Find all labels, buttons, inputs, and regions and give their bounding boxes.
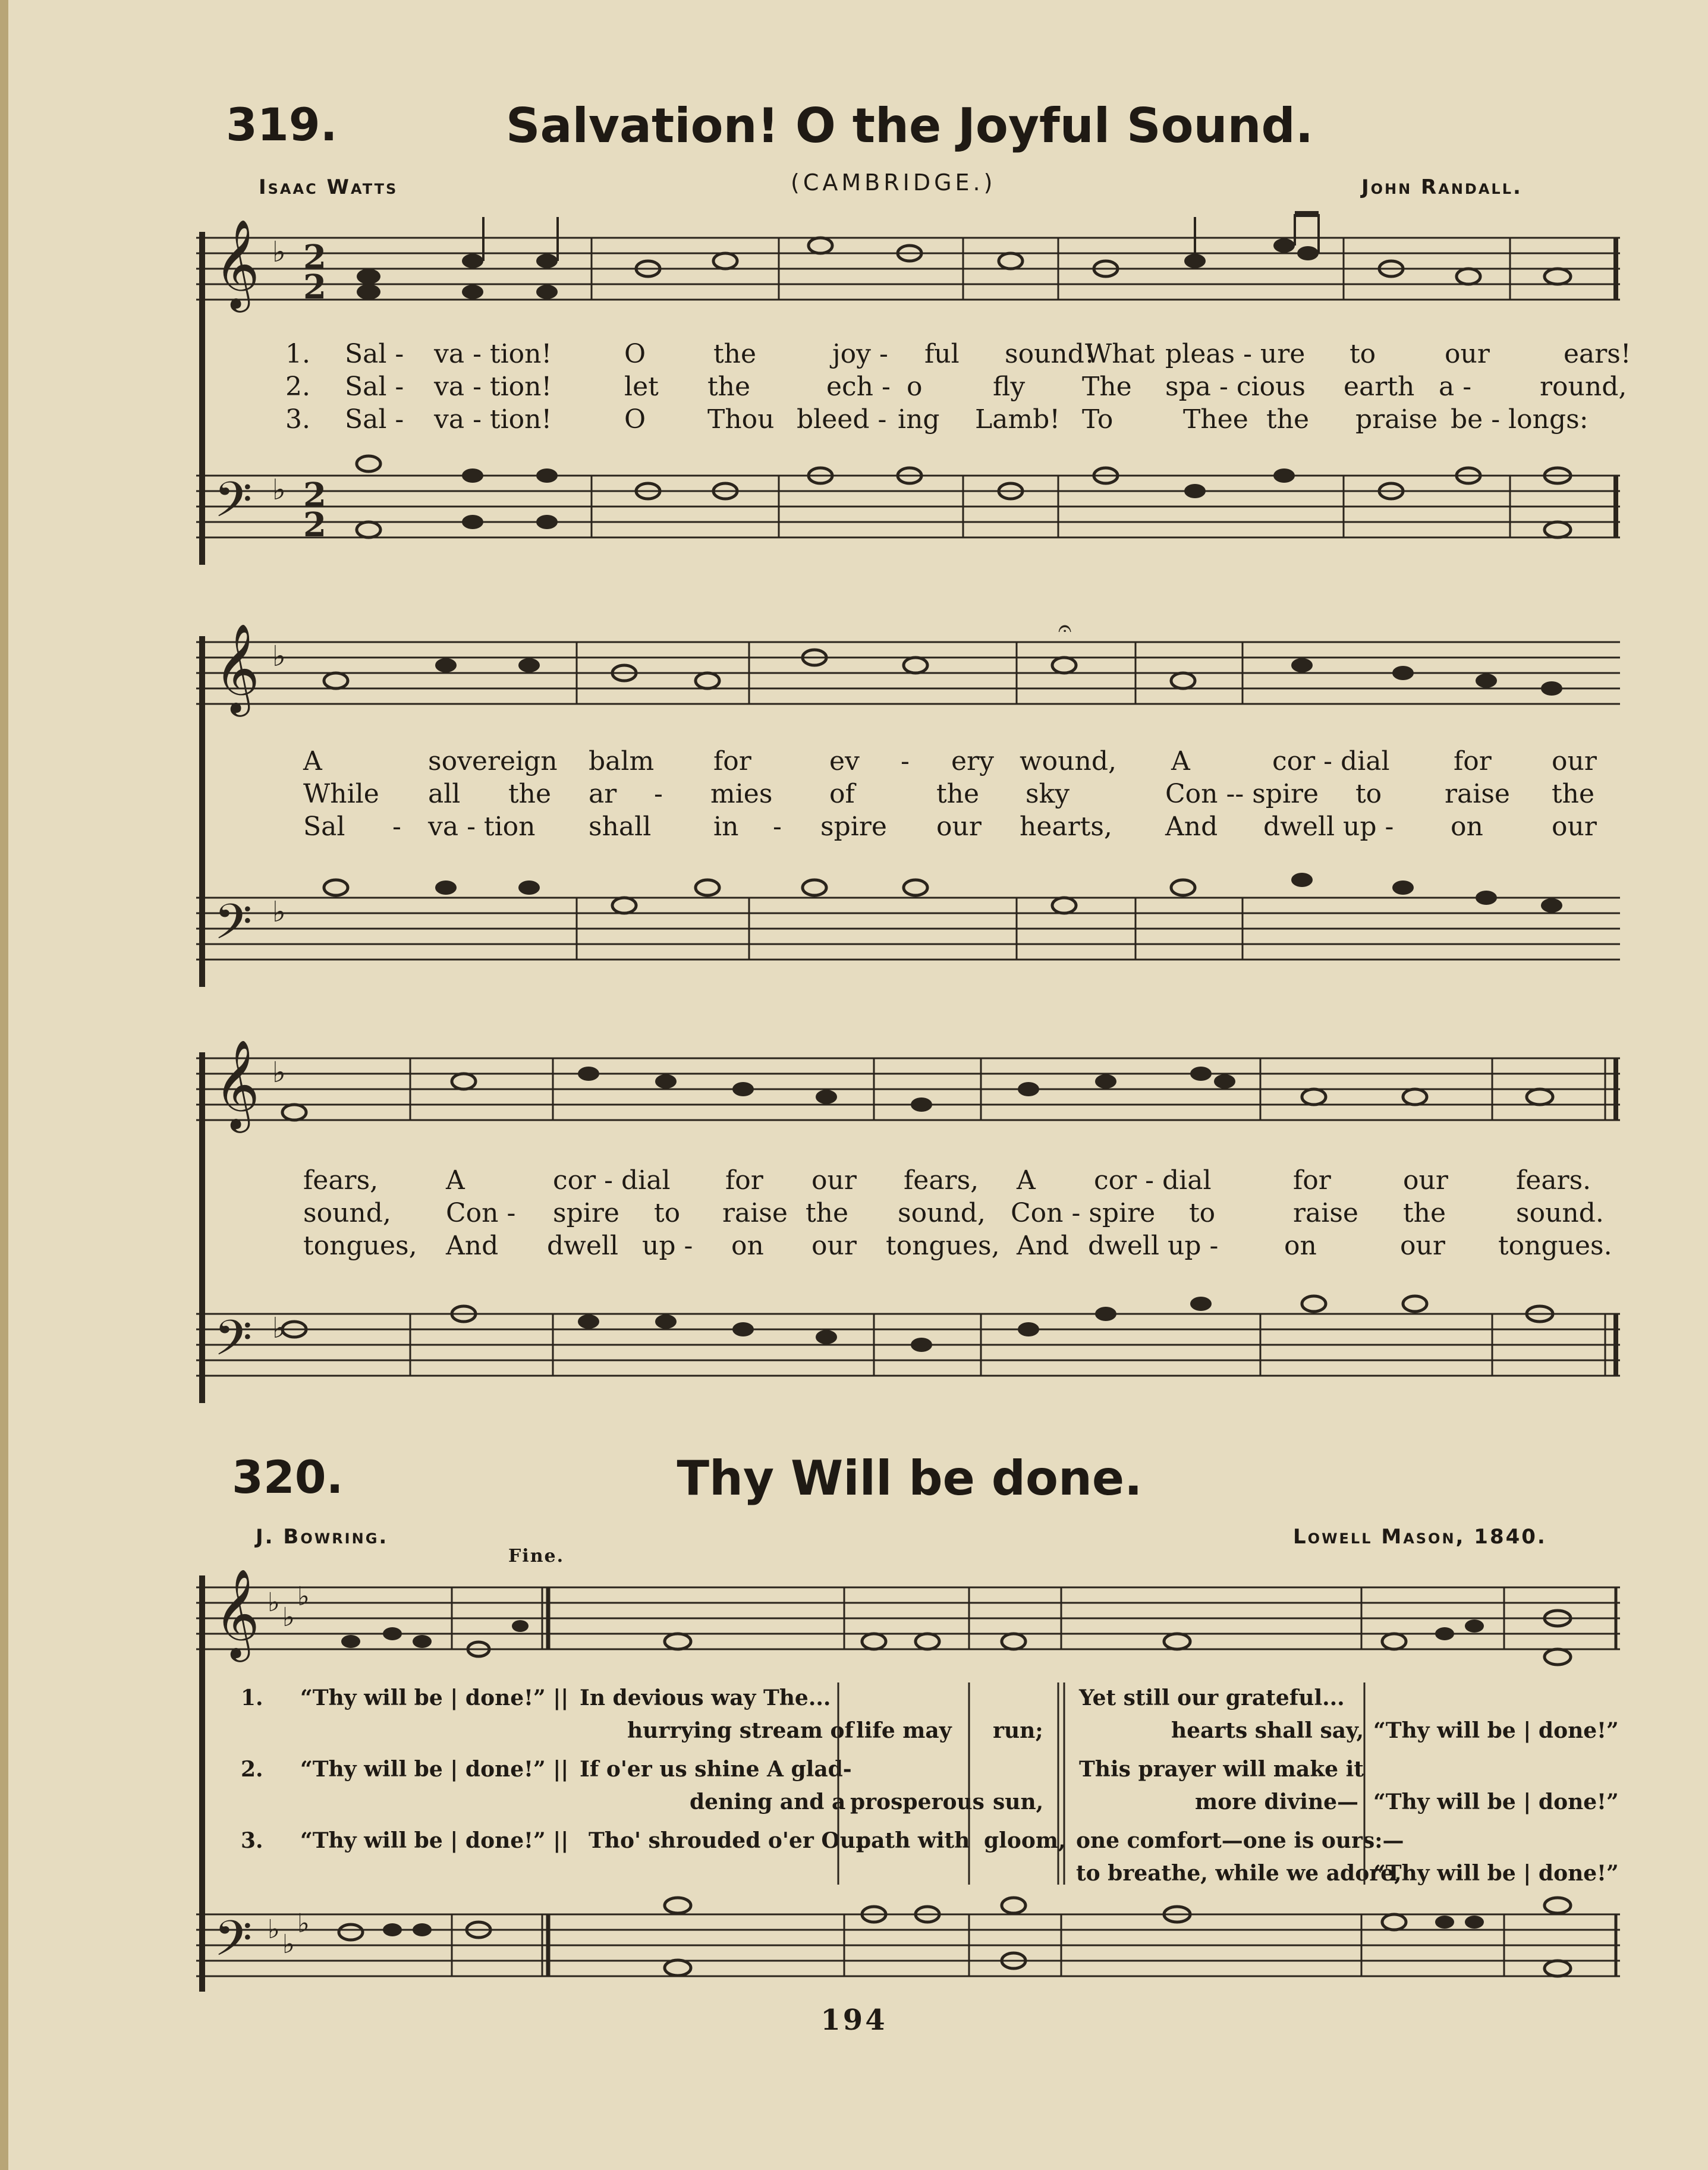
verse-phrase-d1: one comfort—one is ours:— [1076,1828,1404,1853]
syllable: A [303,746,322,776]
syllable: the [1403,1198,1446,1228]
syllable: The [1082,372,1132,402]
syllable: Con - [446,1198,516,1228]
hymn-319-composer: John Randall. [1361,175,1523,199]
svg-text:♭: ♭ [268,1587,280,1618]
syllable: O [624,404,646,435]
syllable: dwell [547,1231,619,1261]
hymn-320-number: 320. [232,1451,344,1504]
verse-phrase-c: gloom, [984,1828,1066,1853]
syllable: pleas - ure [1165,339,1306,369]
syllable: A [1171,746,1190,776]
verse-number: 1. [241,1685,263,1710]
syllable: dwell up - [1088,1231,1219,1261]
svg-text:𝄞: 𝄞 [214,1039,260,1129]
syllable: to [1350,339,1376,369]
verse-phrase-a2: dening and a [690,1790,846,1814]
system-1-lyric-line-1 [345,339,1631,369]
syllable: ery [951,746,994,776]
svg-text:♭: ♭ [282,1929,295,1960]
syllable: be - longs: [1451,404,1589,435]
syllable: And [446,1231,499,1261]
svg-text:♭: ♭ [297,1581,310,1612]
system-3-lyric-line-1 [303,1165,1617,1195]
system-2-lyric-line-1 [303,746,1611,776]
svg-text:2: 2 [303,238,326,277]
syllable: spire [820,812,887,842]
syllable: ar [589,779,617,809]
verse-number: 3. [285,404,310,435]
system-2-lyric-line-3 [303,812,1611,841]
syllable: Sal - [345,339,404,369]
syllable: sky [1026,779,1070,809]
verse-phrase-b: life may [856,1718,952,1743]
syllable: va - tion [428,812,536,842]
syllable: on [731,1231,764,1261]
syllable: dwell up - [1263,812,1394,842]
syllable: up - [642,1231,693,1261]
syllable: And [1165,812,1218,842]
syllable: raise [1293,1198,1358,1228]
syllable: shall [589,812,652,842]
syllable: ful [924,339,960,369]
svg-text:𝄢: 𝄢 [214,1910,253,1979]
syllable: for [713,746,751,776]
syllable: A [446,1165,465,1196]
system-1-lyric-line-2 [345,372,1627,402]
syllable: wound, [1020,746,1116,776]
syllable: tongues, [303,1231,417,1261]
syllable: for [1293,1165,1331,1196]
syllable: - [392,812,401,842]
hymn-320-title: Thy Will be done. [677,1451,1143,1506]
svg-text:♭: ♭ [272,1312,286,1345]
syllable: fears, [904,1165,979,1196]
syllable: our [1400,1231,1445,1261]
syllable: bleed - [797,404,887,435]
syllable: our [811,1231,857,1261]
svg-text:♭: ♭ [272,1056,286,1089]
hymn-319-author: Isaac Watts [259,175,398,199]
syllable: our [1445,339,1490,369]
syllable: Sal [303,812,345,842]
svg-text:♭: ♭ [272,235,286,269]
system-3-lyric-line-2 [303,1198,1617,1228]
chant-dividers [196,1671,1623,1897]
syllable: Thee [1183,404,1248,435]
verse-phrase-a1: If o'er us shine A glad- [580,1757,852,1782]
syllable: What [1085,339,1155,369]
syllable: joy - [832,339,888,369]
syllable: o [907,372,923,402]
verse-phrase-b: path with [856,1828,970,1853]
svg-text:𝄐: 𝄐 [1058,615,1072,642]
hymn-319-number: 319. [226,98,338,151]
fine-marking: Fine. [508,1546,565,1567]
syllable: While [303,779,379,809]
verse-phrase-d2: hearts shall say, [1171,1718,1364,1743]
verse-refrain-end: “Thy will be | done!” [1373,1790,1619,1814]
svg-text:♭: ♭ [272,895,286,929]
syllable: round, [1540,372,1627,402]
verse-refrain: “Thy will be | done!” || [300,1757,569,1782]
syllable: A [1017,1165,1036,1196]
syllable: - [773,812,782,842]
svg-text:2: 2 [303,476,326,515]
syllable: praise [1355,404,1438,435]
hymn-319-tune: (CAMBRIDGE.) [791,169,996,196]
system-1-lyric-line-3 [345,404,1623,434]
syllable: the [806,1198,849,1228]
verse-number: 2. [285,372,310,402]
syllable: O [624,339,646,369]
syllable: cor - dial [553,1165,671,1196]
verse-refrain: “Thy will be | done!” || [300,1685,569,1710]
verse-number: 2. [241,1757,263,1782]
svg-text:♭: ♭ [282,1602,295,1633]
syllable: to [1189,1198,1216,1228]
verse-phrase-c: sun, [993,1790,1044,1814]
svg-text:𝄢: 𝄢 [214,471,253,540]
syllable: our [936,812,982,842]
syllable: ing [898,404,940,435]
syllable: Sal - [345,404,404,435]
svg-text:𝄢: 𝄢 [214,893,253,963]
svg-text:♭: ♭ [272,473,286,507]
syllable: of [829,779,855,809]
verse-phrase-d2: to breathe, while we adore, [1076,1861,1402,1886]
syllable: to [1355,779,1382,809]
verse-refrain-end: “Thy will be | done!” [1373,1718,1619,1743]
system-2-staves [196,615,1623,999]
svg-text:♭: ♭ [268,1914,280,1945]
syllable: Con - spire [1011,1198,1156,1228]
syllable: the [508,779,552,809]
syllable: tongues, [886,1231,1000,1261]
verse-refrain-end: “Thy will be | done!” [1373,1861,1619,1886]
syllable: earth [1344,372,1415,402]
syllable: And [1017,1231,1070,1261]
hymn-320-composer: Lowell Mason, 1840. [1293,1525,1547,1549]
syllable: the [936,779,980,809]
syllable: raise [1445,779,1510,809]
svg-text:♭: ♭ [272,640,286,673]
syllable: tongues. [1498,1231,1612,1261]
svg-text:𝄢: 𝄢 [214,1309,253,1379]
verse-phrase-d1: Yet still our grateful... [1079,1685,1345,1710]
syllable: our [1403,1165,1448,1196]
syllable: on [1284,1231,1317,1261]
syllable: all [428,779,461,809]
system-2-lyric-line-2 [303,779,1611,809]
syllable: a - [1439,372,1472,402]
syllable: the [713,339,757,369]
syllable: sovereign [428,746,558,776]
syllable: fears. [1516,1165,1591,1196]
syllable: for [725,1165,763,1196]
syllable: our [1552,746,1597,776]
verse-phrase-b: prosperous [850,1790,984,1814]
syllable: To [1082,404,1113,435]
syllable: on [1451,812,1483,842]
syllable: spa - cious [1165,372,1306,402]
syllable: mies [710,779,773,809]
syllable: our [811,1165,857,1196]
page-number: 194 [820,2004,888,2037]
syllable: Lamb! [975,404,1061,435]
syllable: to [654,1198,681,1228]
verse-phrase-d2: more divine— [1195,1790,1359,1814]
hymn-320-author: J. Bowring. [256,1525,389,1549]
syllable: the [1266,404,1310,435]
syllable: the [707,372,751,402]
syllable: hearts, [1020,812,1112,842]
syllable: - [901,746,910,776]
syllable: sound, [303,1198,391,1228]
syllable: va - tion! [434,372,552,402]
verse-refrain: “Thy will be | done!” || [300,1828,569,1853]
svg-text:𝄞: 𝄞 [214,218,260,309]
svg-text:𝄞: 𝄞 [214,622,260,713]
page-edge [0,0,8,2170]
syllable: spire [553,1198,619,1228]
syllable: for [1454,746,1492,776]
syllable: sound. [1516,1198,1604,1228]
syllable: Sal - [345,372,404,402]
syllable: sound, [898,1198,986,1228]
syllable: fears, [303,1165,379,1196]
svg-text:2: 2 [303,505,326,545]
verse-phrase-c: run; [993,1718,1043,1743]
verse-phrase-a1: Tho' shrouded o'er Our [589,1828,867,1853]
syllable: our [1552,812,1597,842]
verse-phrase-d1: This prayer will make it [1079,1757,1364,1782]
syllable: balm [589,746,655,776]
syllable: - [654,779,663,809]
verse-phrase-a1: In devious way The... [580,1685,831,1710]
svg-text:2: 2 [303,268,326,307]
hymn-319-title: Salvation! O the Joyful Sound. [505,98,1314,153]
syllable: fly [993,372,1026,402]
syllable: ev [829,746,860,776]
syllable: ech - [826,372,891,402]
verse-number: 3. [241,1828,263,1853]
syllable: ears! [1564,339,1631,369]
syllable: raise [722,1198,788,1228]
syllable: the [1552,779,1595,809]
syllable: Thou [707,404,775,435]
verse-phrase-a2: hurrying stream of [627,1718,854,1743]
syllable: va - tion! [434,339,552,369]
syllable: in [713,812,739,842]
system-3-lyric-line-3 [303,1231,1617,1260]
syllable: cor - dial [1094,1165,1212,1196]
verse-number: 1. [285,339,310,369]
syllable: Con -- spire [1165,779,1319,809]
syllable: sound! [1005,339,1095,369]
syllable: let [624,372,659,402]
syllable: va - tion! [434,404,552,435]
svg-text:♭: ♭ [297,1908,310,1939]
syllable: cor - dial [1272,746,1390,776]
svg-text:𝄞: 𝄞 [214,1568,260,1658]
